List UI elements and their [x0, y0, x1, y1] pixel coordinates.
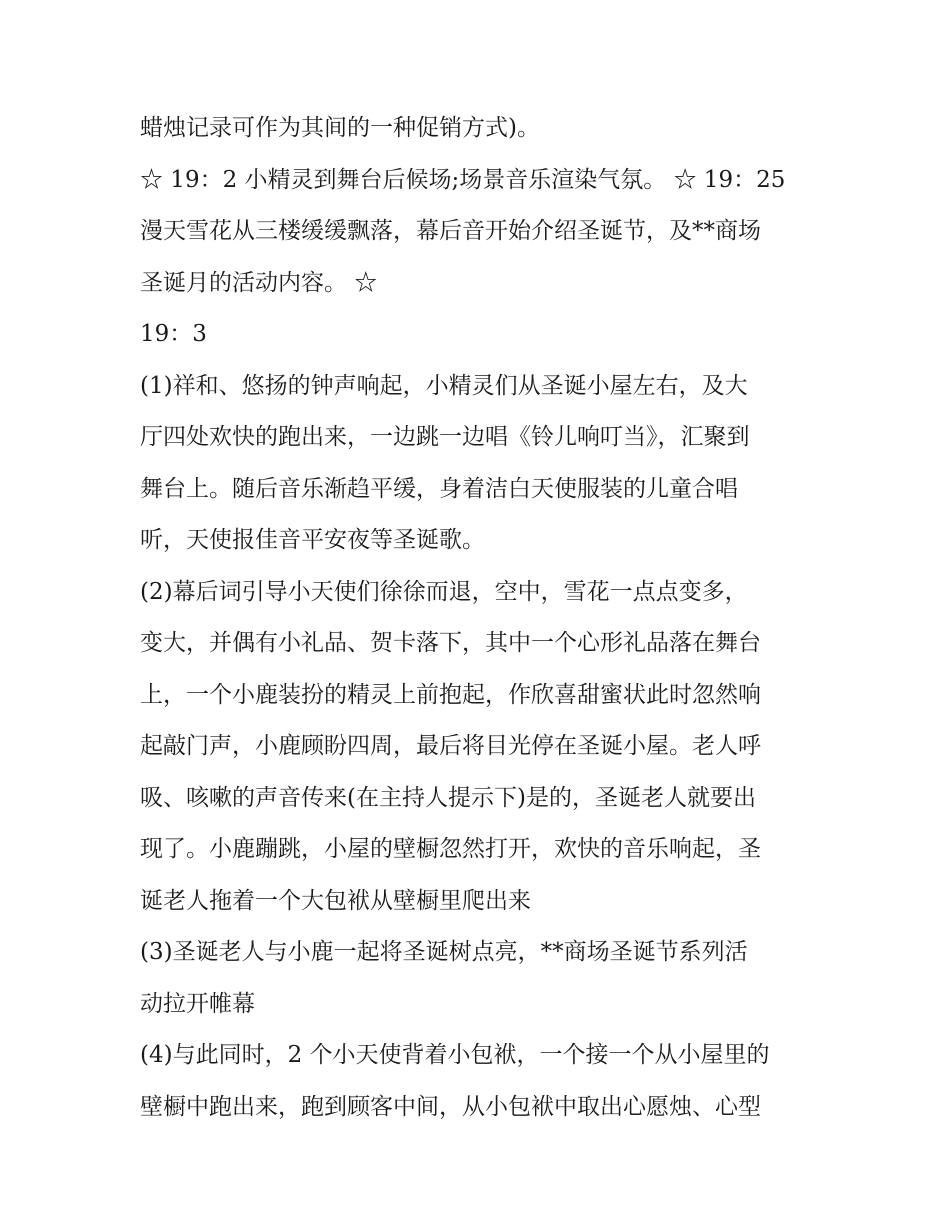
text-line: 动拉开帷幕	[140, 990, 255, 1017]
text-line: 漫天雪花从三楼缓缓飘落，幕后音开始介绍圣诞节，及**商场	[140, 218, 761, 244]
text-line: (4)与此同时，2 个小天使背着小包袱，一个接一个从小屋里的	[140, 1042, 770, 1068]
text-line: 19：3	[140, 321, 207, 347]
text-line: 变大，并偶有小礼品、贺卡落下，其中一个心形礼品落在舞台	[140, 630, 761, 656]
text-line: 吸、咳嗽的声音传来(在主持人提示下)是的，圣诞老人就要出	[140, 784, 756, 811]
text-line: 听，天使报佳音平安夜等圣诞歌。	[140, 527, 485, 553]
text-line: 壁橱中跑出来，跑到顾客中间，从小包袱中取出心愿烛、心型	[140, 1093, 761, 1120]
text-line: (3)圣诞老人与小鹿一起将圣诞树点亮，**商场圣诞节系列活	[140, 939, 748, 965]
document-body	[140, 103, 820, 1133]
text-line: 舞台上。随后音乐渐趋平缓，身着洁白天使服装的儿童合唱	[140, 475, 738, 502]
text-line: 起敲门声，小鹿顾盼四周，最后将目光停在圣诞小屋。老人呼	[140, 733, 761, 759]
text-line: (2)幕后词引导小天使们徐徐而退，空中，雪花一点点变多，	[140, 578, 748, 605]
text-line: ☆ 19：2 小精灵到舞台后候场;场景音乐渲染气氛。 ☆ 19：25	[140, 166, 786, 193]
text-line: 蜡烛记录可作为其间的一种促销方式)。	[140, 115, 540, 141]
text-line: (1)祥和、悠扬的钟声响起，小精灵们从圣诞小屋左右，及大	[140, 372, 748, 399]
text-line: 诞老人拖着一个大包袱从壁橱里爬出来	[140, 887, 531, 914]
text-line: 现了。小鹿蹦跳，小屋的壁橱忽然打开，欢快的音乐响起，圣	[140, 836, 761, 862]
text-line: 圣诞月的活动内容。 ☆	[140, 269, 378, 296]
text-line: 上，一个小鹿装扮的精灵上前抱起，作欣喜甜蜜状此时忽然响	[140, 681, 761, 708]
text-line: 厅四处欢快的跑出来，一边跳一边唱《铃儿响叮当》，汇聚到	[140, 424, 750, 450]
